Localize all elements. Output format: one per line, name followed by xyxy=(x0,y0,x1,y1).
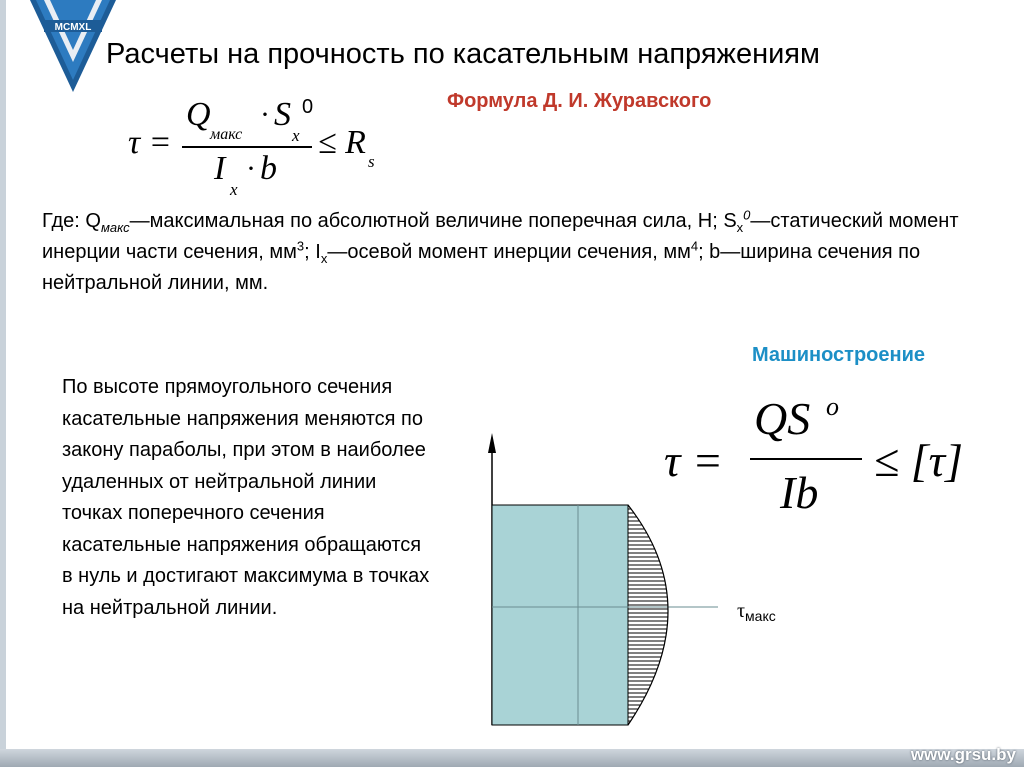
formula1-den-i: I xyxy=(214,150,226,187)
cross-section xyxy=(492,505,628,725)
footer-bar xyxy=(0,749,1024,767)
formula2-rhs: ≤ [τ] xyxy=(874,435,964,486)
formula1-rhs-sub: s xyxy=(368,152,375,171)
stress-hatching xyxy=(628,509,718,721)
left-decor-bar xyxy=(0,0,6,767)
axis-arrow-icon xyxy=(488,433,496,453)
formula1-num-s-sup: 0 xyxy=(302,96,314,118)
footer-url: www.grsu.by xyxy=(910,745,1016,764)
formula-name: Формула Д. И. Журавского xyxy=(447,90,712,112)
formula2-den: Ib xyxy=(780,467,819,518)
university-logo xyxy=(30,0,116,92)
formula1-num-s-sub: x xyxy=(292,126,300,145)
formula1-num-dot: · xyxy=(260,98,270,131)
formula1-rhs: ≤ R xyxy=(318,124,366,161)
formula1-num-s: S xyxy=(274,96,291,133)
formula2-num: QS xyxy=(754,393,811,444)
formula1-fraction-line xyxy=(182,146,312,148)
formula1-den-b: b xyxy=(260,150,277,187)
formula1-den-i-sub: x xyxy=(230,180,238,199)
page-title: Расчеты на прочность по касательным напряжениям xyxy=(106,38,820,70)
formula-description: Где: $Q_{макс}—максимальная$ по абсолютной величине поперечная сила, Н; $S_x^0—статический$ момент инерции части сечения, $мм^3$; $I_x—осевой$ момент инерции сечения, $мм^4$; b—ширина сечения по нейтральной линии, мм. xyxy=(42,207,959,294)
formula1-num-q: Q xyxy=(186,96,211,133)
formula2-fraction-line xyxy=(750,458,862,460)
formula1-den-dot: · xyxy=(246,152,256,185)
formula1-lhs: τ = xyxy=(128,124,172,161)
formula1-num-q-sub: макс xyxy=(210,126,243,143)
shear-stress-diagram xyxy=(478,425,728,745)
tau-max-label: $\tau_{макс}$ xyxy=(737,600,776,624)
formula2-lhs: τ = xyxy=(664,435,724,486)
formula2-num-sup: o xyxy=(826,392,839,421)
footer xyxy=(0,741,1024,767)
field-label: Машиностроение xyxy=(752,344,925,366)
parabola-curve xyxy=(628,505,668,725)
parabola-explanation: По высоте прямоугольного сечения касательные напряжения меняются по закону параболы, при этом в наиболее удаленных от нейтральной линии точках поперечного сечения касательные напряжения обращаются в нуль и достигают максимума в точках на нейтральной линии. xyxy=(62,376,430,619)
logo-text: MCMXL xyxy=(54,22,92,33)
